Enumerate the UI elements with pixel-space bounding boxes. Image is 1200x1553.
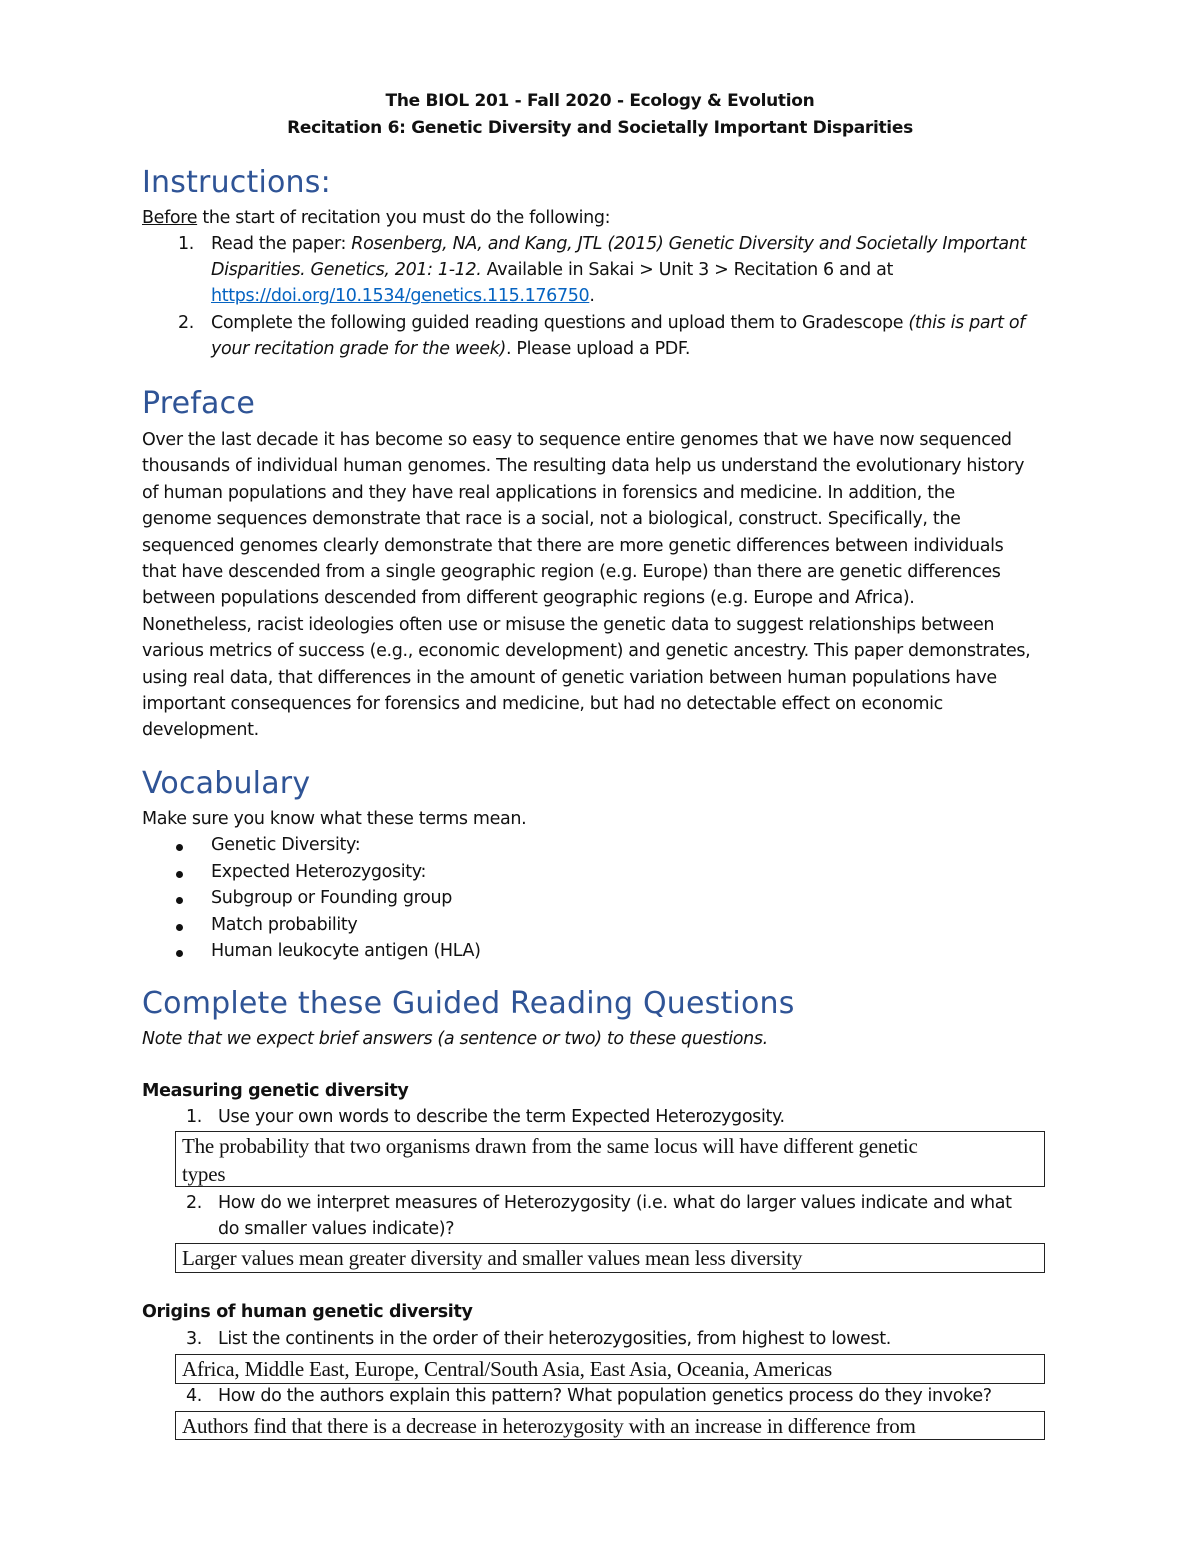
doi-link[interactable]: https://doi.org/10.1534/genetics.115.176750	[211, 286, 590, 306]
answer-4-line-1: Authors find that there is a decrease in heterozygosity with an increase in difference from	[182, 1414, 916, 1438]
vocabulary-term: Expected Heterozygosity:	[211, 861, 427, 882]
intro-underlined-word: Before	[142, 208, 198, 228]
vocabulary-term: Genetic Diversity:	[211, 835, 361, 855]
vocabulary-term: Subgroup or Founding group	[211, 888, 452, 908]
preface-line: development.	[142, 720, 259, 741]
question-1-text: Use your own words to describe the term Expected Heterozygosity.	[218, 1107, 785, 1127]
instruction-2-pdf-note: . Please upload a PDF.	[505, 339, 691, 359]
answer-box-3[interactable]	[175, 1354, 1045, 1384]
preface-line: genome sequences demonstrate that race is a social, not a biological, construct. Specifically, the	[142, 509, 961, 530]
instructions-intro	[142, 208, 610, 228]
answer-box-1[interactable]	[175, 1131, 1045, 1187]
bullet-icon	[176, 897, 183, 904]
preface-heading: Preface	[142, 386, 255, 421]
questions-note: Note that we expect brief answers (a sentence or two) to these questions.	[142, 1029, 768, 1049]
bullet-icon	[176, 924, 183, 931]
question-number-3: 3.	[186, 1329, 202, 1349]
answer-1-line-1: The probability that two organisms drawn from the same locus will have different genetic	[182, 1134, 918, 1158]
questions-heading: Complete these Guided Reading Questions	[142, 986, 795, 1021]
instruction-2-line-1	[211, 313, 1025, 333]
intro-rest: the start of recitation you must do the following:	[197, 208, 611, 228]
vocabulary-heading: Vocabulary	[142, 766, 311, 801]
vocabulary-term: Match probability	[211, 914, 358, 935]
preface-line: various metrics of success (e.g., economic development) and genetic ancestry. This paper demonstrates,	[142, 641, 1031, 662]
instruction-2-italic-cont: your recitation grade for the week)	[211, 339, 506, 359]
vocabulary-term: Human leukocyte antigen (HLA)	[211, 941, 481, 961]
section-title-measuring: Measuring genetic diversity	[142, 1081, 409, 1101]
instruction-1-line-1	[211, 234, 1026, 254]
preface-line: that have descended from a single geographic region (e.g. Europe) than there are genetic differences	[142, 562, 1001, 582]
instruction-1-citation-cont: Disparities. Genetics, 201: 1-12.	[211, 260, 482, 280]
question-number-4: 4.	[186, 1386, 202, 1406]
instructions-heading: Instructions:	[142, 165, 331, 200]
instruction-number-1: 1.	[178, 234, 194, 254]
preface-line: sequenced genomes clearly demonstrate that there are more genetic differences between individuals	[142, 535, 1004, 556]
instruction-number-2: 2.	[178, 313, 194, 333]
preface-line: between populations descended from different geographic regions (e.g. Europe and Africa).	[142, 588, 915, 609]
question-number-2: 2.	[186, 1193, 202, 1213]
instruction-1-location: Available in Sakai > Unit 3 > Recitation 6 and at	[481, 260, 894, 280]
answer-2-line-1: Larger values mean greater diversity and smaller values mean less diversity	[182, 1246, 803, 1270]
preface-line: Nonetheless, racist ideologies often use or misuse the genetic data to suggest relationships between	[142, 614, 995, 635]
bullet-icon	[176, 871, 183, 878]
instruction-1-citation: Rosenberg, NA, and Kang, JTL (2015) Genetic Diversity and Societally Important	[351, 234, 1026, 254]
recitation-title: Recitation 6: Genetic Diversity and Societally Important Disparities	[287, 118, 913, 138]
course-title: The BIOL 201 - Fall 2020 - Ecology & Evolution	[385, 91, 815, 111]
answer-1-line-2: types	[182, 1162, 226, 1186]
preface-line: using real data, that differences in the amount of genetic variation between human populations have	[142, 667, 997, 688]
section-title-origins: Origins of human genetic diversity	[142, 1302, 473, 1322]
answer-box-2[interactable]	[175, 1243, 1045, 1273]
instruction-2-line-2	[211, 339, 690, 359]
preface-line: important consequences for forensics and medicine, but had no detectable effect on economic	[142, 694, 943, 714]
question-2-line-1: How do we interpret measures of Heterozygosity (i.e. what do larger values indicate and what	[218, 1193, 1012, 1213]
question-3-text: List the continents in the order of their heterozygosities, from highest to lowest.	[218, 1329, 891, 1349]
vocabulary-intro: Make sure you know what these terms mean.	[142, 809, 527, 829]
instruction-1-line-3	[211, 286, 595, 306]
preface-line: of human populations and they have real applications in forensics and medicine. In addition, the	[142, 482, 955, 503]
question-number-1: 1.	[186, 1107, 202, 1127]
preface-line: Over the last decade it has become so easy to sequence entire genomes that we have now sequenced	[142, 430, 1012, 450]
question-2-line-2: do smaller values indicate)?	[218, 1219, 455, 1239]
bullet-icon	[176, 844, 183, 851]
answer-3-line-1: Africa, Middle East, Europe, Central/South Asia, East Asia, Oceania, Americas	[182, 1357, 833, 1381]
preface-line: thousands of individual human genomes. The resulting data help us understand the evolutionary history	[142, 456, 1025, 477]
instruction-2-text: Complete the following guided reading questions and upload them to Gradescope	[211, 313, 909, 333]
bullet-icon	[176, 950, 183, 957]
instruction-1-period: .	[589, 286, 595, 306]
instruction-1-text: Read the paper:	[211, 234, 352, 254]
question-4-text: How do the authors explain this pattern? What population genetics process do they invoke?	[218, 1386, 992, 1406]
answer-box-4[interactable]	[175, 1411, 1045, 1440]
instruction-2-italic: (this is part of	[908, 313, 1025, 333]
instruction-1-line-2	[211, 260, 893, 280]
